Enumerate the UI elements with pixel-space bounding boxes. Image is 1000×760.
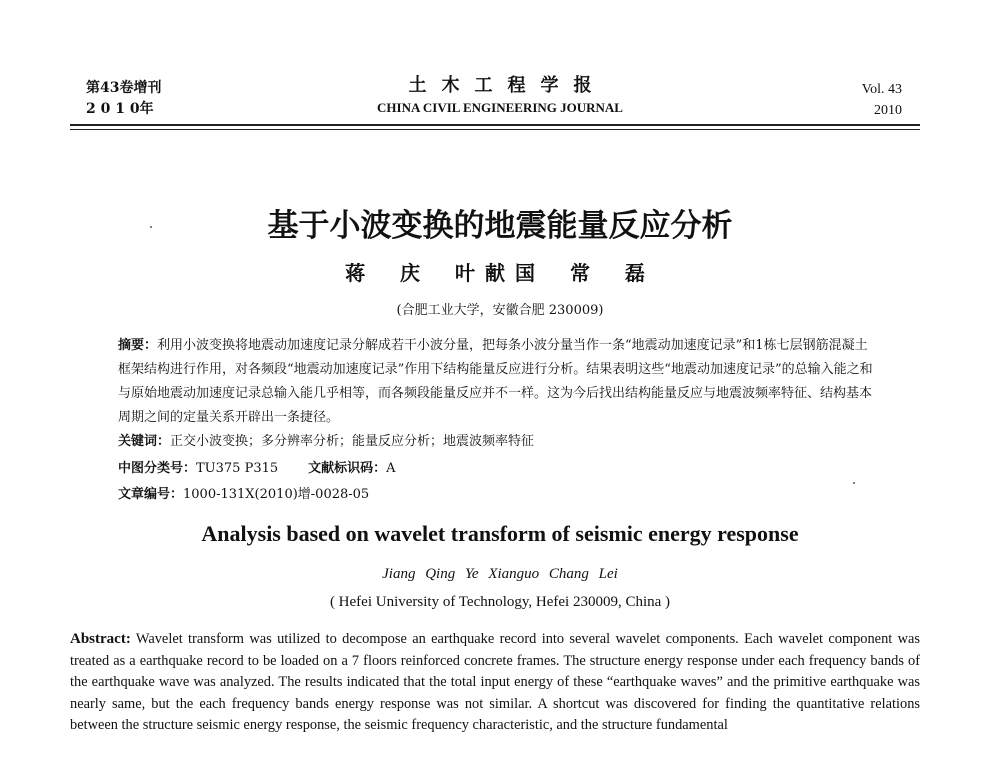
header-rule-thin xyxy=(70,129,920,130)
journal-volume-en xyxy=(862,79,902,121)
article-number-label: 文章编号： xyxy=(118,487,184,502)
article-number-line xyxy=(118,483,369,502)
abstract-text-en: Wavelet transform was utilized to decompose an earthquake record into several wavelet components. Each wavelet component was treated as a earthquake record to be loaded on a 7 floors reinforced concrete frames. The structure energy response under each frequency bands of the earthquake wave was analyzed. The results indicated that the total input energy of these “earthquake waves” and the primitive earthquake was nearly same, but the each frequency bands energy response was not similar. A shortcut was discovered for finding the quantitative relations between the structure seismic energy response, the seismic frequency characteristic, and the structure fundamental xyxy=(70,631,920,733)
paper-title-cn: 基于小波变换的地震能量反应分析 xyxy=(267,208,733,244)
volume-issue-cn: 第43卷增刊 xyxy=(86,80,162,96)
year-cn: 2 0 1 0年 xyxy=(86,101,154,117)
abstract-en xyxy=(70,629,920,737)
clc-number: TU375 P315 xyxy=(196,461,279,476)
doc-code-label: 文献标识码： xyxy=(308,461,387,476)
abstract-label-en: Abstract: xyxy=(70,631,131,647)
keywords-label-cn: 关键词： xyxy=(118,434,171,449)
authors-cn: 蒋 庆 叶献国 常 磊 xyxy=(345,261,655,285)
volume-en: Vol. 43 xyxy=(861,82,902,97)
scan-speck xyxy=(150,226,152,228)
year-en: 2010 xyxy=(874,103,902,118)
header-rule-thick xyxy=(70,124,920,126)
journal-volume-issue xyxy=(86,78,161,120)
abstract-cn xyxy=(118,334,878,430)
keywords-cn xyxy=(118,430,534,449)
abstract-text-cn: 利用小波变换将地震动加速度记录分解成若干小波分量，把每条小波分量当作一条“地震动加速度记录”和1栋七层钢筋混凝土框架结构进行作用，对各频段“地震动加速度记录”作用下结构能量反应进行分析。结果表明这些“地震动加速度记录”的总输入能之和与原始地震动加速度记录总输入能几乎相等，而各频段能量反应并不一样。这为今后找出结构能量反应与地震波频率特征、结构基本周期之间的定量关系开辟出一条捷径。 xyxy=(118,338,873,425)
journal-name-en: CHINA CIVIL ENGINEERING JOURNAL xyxy=(377,100,623,115)
clc-label: 中图分类号： xyxy=(118,461,197,476)
keywords-text-cn: 正交小波变换；多分辨率分析；能量反应分析；地震波频率特征 xyxy=(170,434,535,449)
paper-title-en: Analysis based on wavelet transform of seismic energy response xyxy=(201,521,799,546)
affiliation-en: ( Hefei University of Technology, Hefei 230009, China ) xyxy=(329,594,671,610)
scan-speck xyxy=(853,482,855,484)
authors-en: Jiang Qing Ye Xianguo Chang Lei xyxy=(382,566,618,582)
journal-name xyxy=(330,74,670,118)
abstract-label-cn: 摘要： xyxy=(118,338,158,353)
article-number: 1000-131X(2010)增-0028-05 xyxy=(183,487,370,502)
affiliation-cn: (合肥工业大学，安徽合肥 230009) xyxy=(396,303,604,318)
doc-code: A xyxy=(386,461,396,476)
journal-name-cn: 土木工程学报 xyxy=(408,75,607,96)
classification-line xyxy=(118,457,396,476)
